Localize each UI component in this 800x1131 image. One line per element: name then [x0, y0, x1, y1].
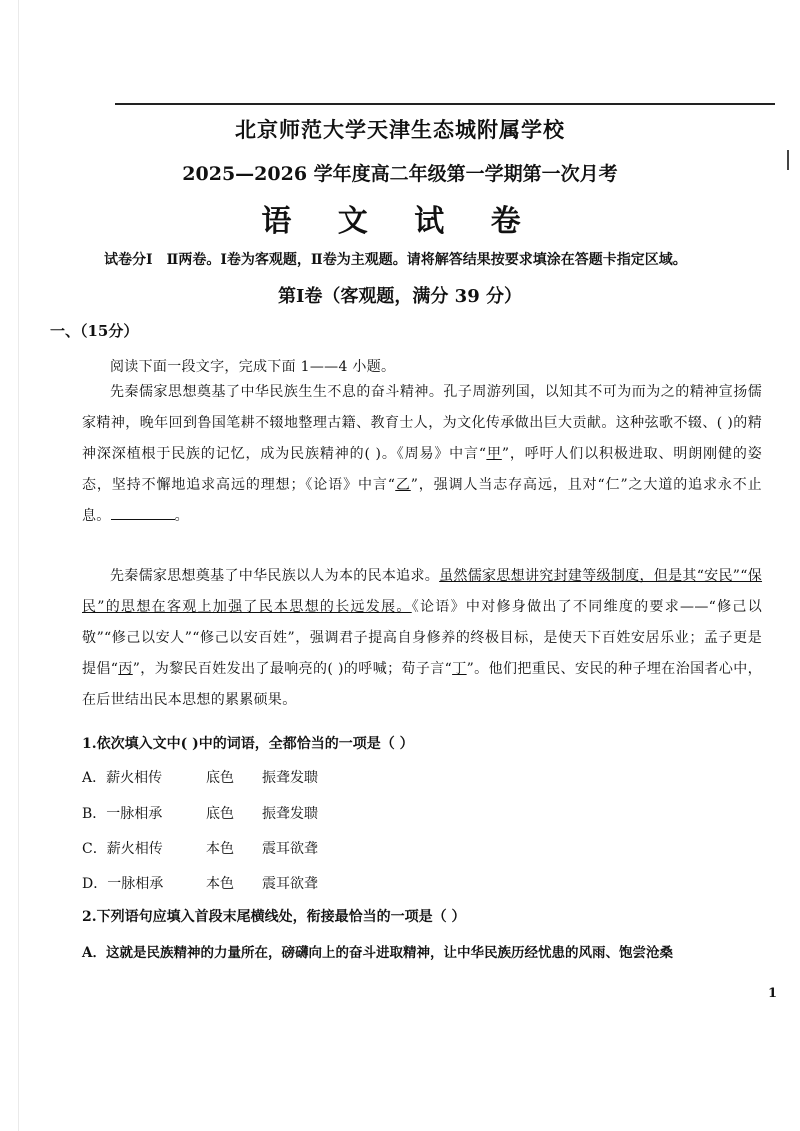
p2-text-c: ”，为黎民百姓发出了最响亮的( )的呼喊；荀子言“	[132, 661, 453, 677]
blank-jia: 甲	[486, 446, 502, 462]
option-word-3: 震耳欲聋	[262, 876, 318, 892]
question-2-stem: 2.下列语句应填入首段末尾横线处，衔接最恰当的一项是（ ）	[82, 909, 466, 925]
option-word-1: D．一脉相承	[82, 876, 164, 892]
exam-title: 2025—2026 学年度高二年级第一学期第一次月考	[182, 163, 618, 185]
option-word-3: 震耳欲聋	[262, 841, 318, 857]
p2-text-b: 《论语》中对修身做出了不同维度的要求——“修己以敬”“修己以安人”“修己以安百姓”，强调君子提高自身修养的终极目标，是使天下百姓安居乐业；孟子更是提倡“	[82, 599, 762, 677]
question-1-option	[82, 767, 318, 787]
option-word-3: 振聋发聩	[262, 806, 318, 822]
page-number: 1	[768, 986, 778, 1001]
blank-yi: 乙	[395, 477, 411, 493]
passage-intro: 阅读下面一段文字，完成下面 1——4 小题。	[110, 359, 396, 375]
p1-text-a: 先秦儒家思想奠基了中华民族生生不息的奋斗精神。孔子周游列国，以知其不可为而为之的精神宣扬儒家精神，晚年回到鲁国笔耕不辍地整理古籍、教育士人，为文化传承做出巨大贡献。这种弦歌不辍、( )的精神深深植根于民族的记忆，成为民族精神的( )。《周易》中言“	[82, 384, 762, 462]
question-1-option	[82, 803, 318, 823]
blank-bing: 丙	[118, 661, 133, 677]
passage-paragraph-1	[82, 377, 762, 532]
underlined-sentence: 虽然儒家思想讲究封建等级制度，但是其“安民”“保民”的思想在客观上加强了民本思想的长远发展。	[82, 568, 763, 615]
option-word-1: C．薪火相传	[82, 841, 163, 857]
option-word-1: A．薪火相传	[82, 770, 163, 786]
question-1-option	[82, 838, 318, 858]
p1-text-end: 。	[174, 508, 189, 524]
blank-ding: 丁	[452, 661, 467, 677]
section-heading: 一、（15分）	[50, 322, 139, 340]
answer-blank-line	[111, 505, 175, 520]
passage-paragraph-2	[82, 561, 762, 716]
option-word-2: 底色	[206, 770, 234, 786]
question-1-stem: 1.依次填入文中( )中的词语，全都恰当的一项是（ ）	[82, 736, 414, 752]
part1-title: 第Ⅰ卷（客观题，满分 39 分）	[277, 286, 522, 307]
school-title: 北京师范大学天津生态城附属学校	[235, 117, 565, 142]
option-word-2: 本色	[206, 841, 234, 857]
p2-text-a: 先秦儒家思想奠基了中华民族以人为本的民本追求。	[110, 568, 440, 584]
p2-text-d: ”。他们把重民、安民的种子埋在治国者心中，在后世结出民本思想的累累硕果。	[82, 661, 762, 708]
p1-text-b: ”，呼吁人们以积极进取、明朗刚健的姿态，坚持不懈地追求高远的理想；《论语》中言“	[82, 446, 762, 493]
option-word-1: B．一脉相承	[82, 806, 163, 822]
option-word-3: 振聋发聩	[262, 770, 318, 786]
p1-text-c: ”，强调人当志存高远，且对“仁”之大道的追求永不止息。	[82, 477, 762, 524]
question-2-option-a: A．这就是民族精神的力量所在，磅礴向上的奋斗进取精神，让中华民族历经忧患的风雨、饱尝沧桑	[82, 945, 673, 961]
subject-title: 语 文 试 卷	[261, 204, 539, 239]
option-word-2: 底色	[206, 806, 234, 822]
header-rule	[115, 103, 775, 105]
instructions: 试卷分Ⅰ Ⅱ两卷。Ⅰ卷为客观题，Ⅱ卷为主观题。请将解答结果按要求填涂在答题卡指定区域。	[104, 252, 687, 268]
option-word-2: 本色	[206, 876, 234, 892]
question-1-option	[82, 873, 318, 893]
